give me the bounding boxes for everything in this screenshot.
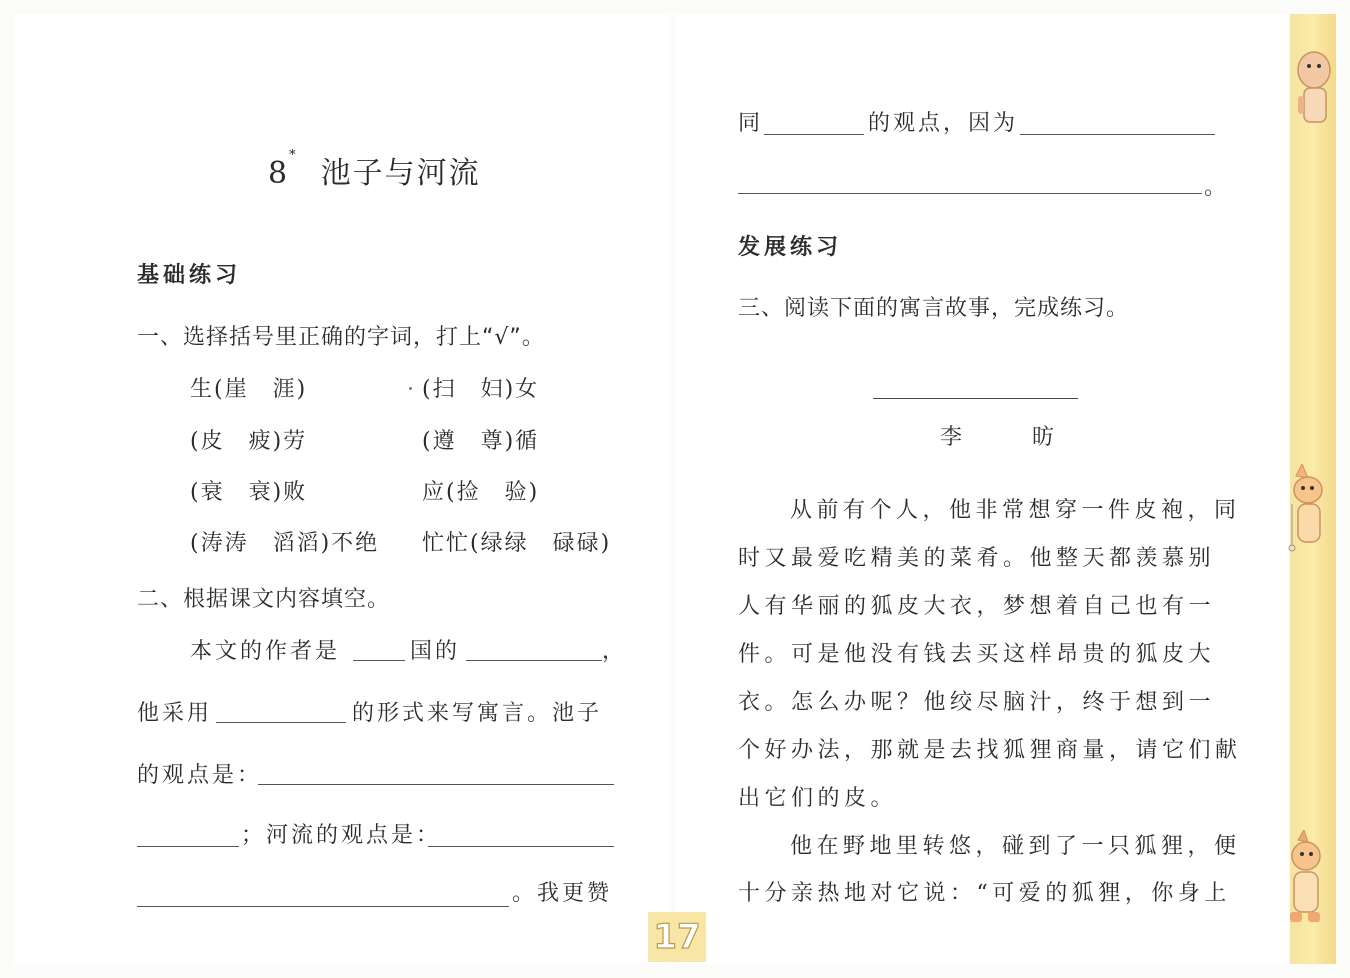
blank-story-title[interactable]	[873, 398, 1078, 399]
blank-reason-2[interactable]	[738, 193, 1202, 194]
blank-pond-view-2[interactable]	[137, 846, 239, 847]
option-1a[interactable]: 生(崖 涯)	[190, 377, 308, 402]
option-2b[interactable]: (遵 尊)循	[422, 429, 540, 454]
lesson-mark: *	[289, 148, 298, 163]
cartoon-elephant-icon	[1290, 42, 1336, 162]
right-page	[676, 14, 1288, 964]
option-4a[interactable]: (涛涛 滔滔)不绝	[190, 531, 380, 556]
blank-river-view-2[interactable]	[137, 906, 509, 907]
story-line-6: 个好办法，那就是去找狐狸商量，请它们献	[738, 738, 1242, 763]
blank-agree-with[interactable]	[764, 134, 864, 135]
blank-river-view-1[interactable]	[428, 846, 614, 847]
fill-text-d1: ；河流的观点是：	[241, 823, 442, 848]
fill-text-a3: ，	[602, 639, 628, 664]
option-4b[interactable]: 忙忙(绿绿 碌碌)	[422, 531, 612, 556]
blank-pond-view-1[interactable]	[258, 784, 614, 785]
print-speck	[409, 387, 412, 390]
cartoon-fox-icon	[1282, 464, 1328, 564]
blank-form[interactable]	[216, 722, 346, 723]
story-line-3: 人有华丽的狐皮大衣，梦想着自己也有一	[738, 594, 1216, 619]
fill-text-b1: 他采用	[137, 701, 213, 726]
story-line-2: 时又最爱吃精美的菜肴。他整天都羡慕别	[738, 546, 1216, 571]
section-development-heading: 发展练习	[738, 235, 843, 260]
story-author: 李 昉	[940, 425, 1079, 450]
option-3b[interactable]: 应(捡 验)	[422, 480, 540, 505]
fill-text-c1: 的观点是：	[137, 763, 263, 788]
question-3: 三、阅读下面的寓言故事，完成练习。	[738, 296, 1130, 321]
option-3a[interactable]: (衰 衰)败	[190, 480, 308, 505]
question-2: 二、根据课文内容填空。	[137, 587, 391, 612]
page-number: 17	[648, 912, 706, 962]
option-2a[interactable]: (皮 疲)劳	[190, 429, 308, 454]
story-line-5: 衣。怎么办呢？他绞尽脑汁，终于想到一	[738, 690, 1216, 715]
continued-text-end: 。	[1204, 175, 1230, 200]
lesson-name: 池子与河流	[320, 156, 481, 191]
story-line-9: 十分亲热地对它说：“可爱的狐狸，你身上	[738, 881, 1231, 906]
question-1: 一、选择括号里正确的字词，打上“√”。	[137, 325, 545, 350]
lesson-number: 8	[268, 156, 290, 191]
story-line-4: 件。可是他没有钱去买这样昂贵的狐皮大	[738, 642, 1216, 667]
fill-text-e1: 。我更赞	[512, 881, 613, 906]
fill-text-a1: 本文的作者是	[190, 639, 341, 664]
cartoon-cat-icon	[1278, 830, 1324, 940]
blank-author-name[interactable]	[466, 660, 602, 661]
story-line-8: 他在野地里转悠，碰到了一只狐狸，便	[790, 834, 1241, 859]
fill-text-a2: 国的	[410, 639, 461, 664]
blank-reason-1[interactable]	[1020, 134, 1215, 135]
story-line-1: 从前有个人，他非常想穿一件皮袍，同	[790, 498, 1241, 523]
continued-text-2: 的观点，因为	[868, 111, 1019, 136]
continued-text-1: 同	[738, 111, 764, 136]
fill-text-b2: 的形式来写寓言。池子	[352, 701, 603, 726]
lesson-title	[268, 148, 481, 192]
story-line-7: 出它们的皮。	[738, 786, 898, 811]
section-basic-heading: 基础练习	[137, 263, 242, 288]
blank-author-country[interactable]	[353, 660, 405, 661]
decorative-cartoon-strip	[1290, 14, 1336, 964]
option-1b[interactable]: (扫 妇)女	[422, 377, 540, 402]
